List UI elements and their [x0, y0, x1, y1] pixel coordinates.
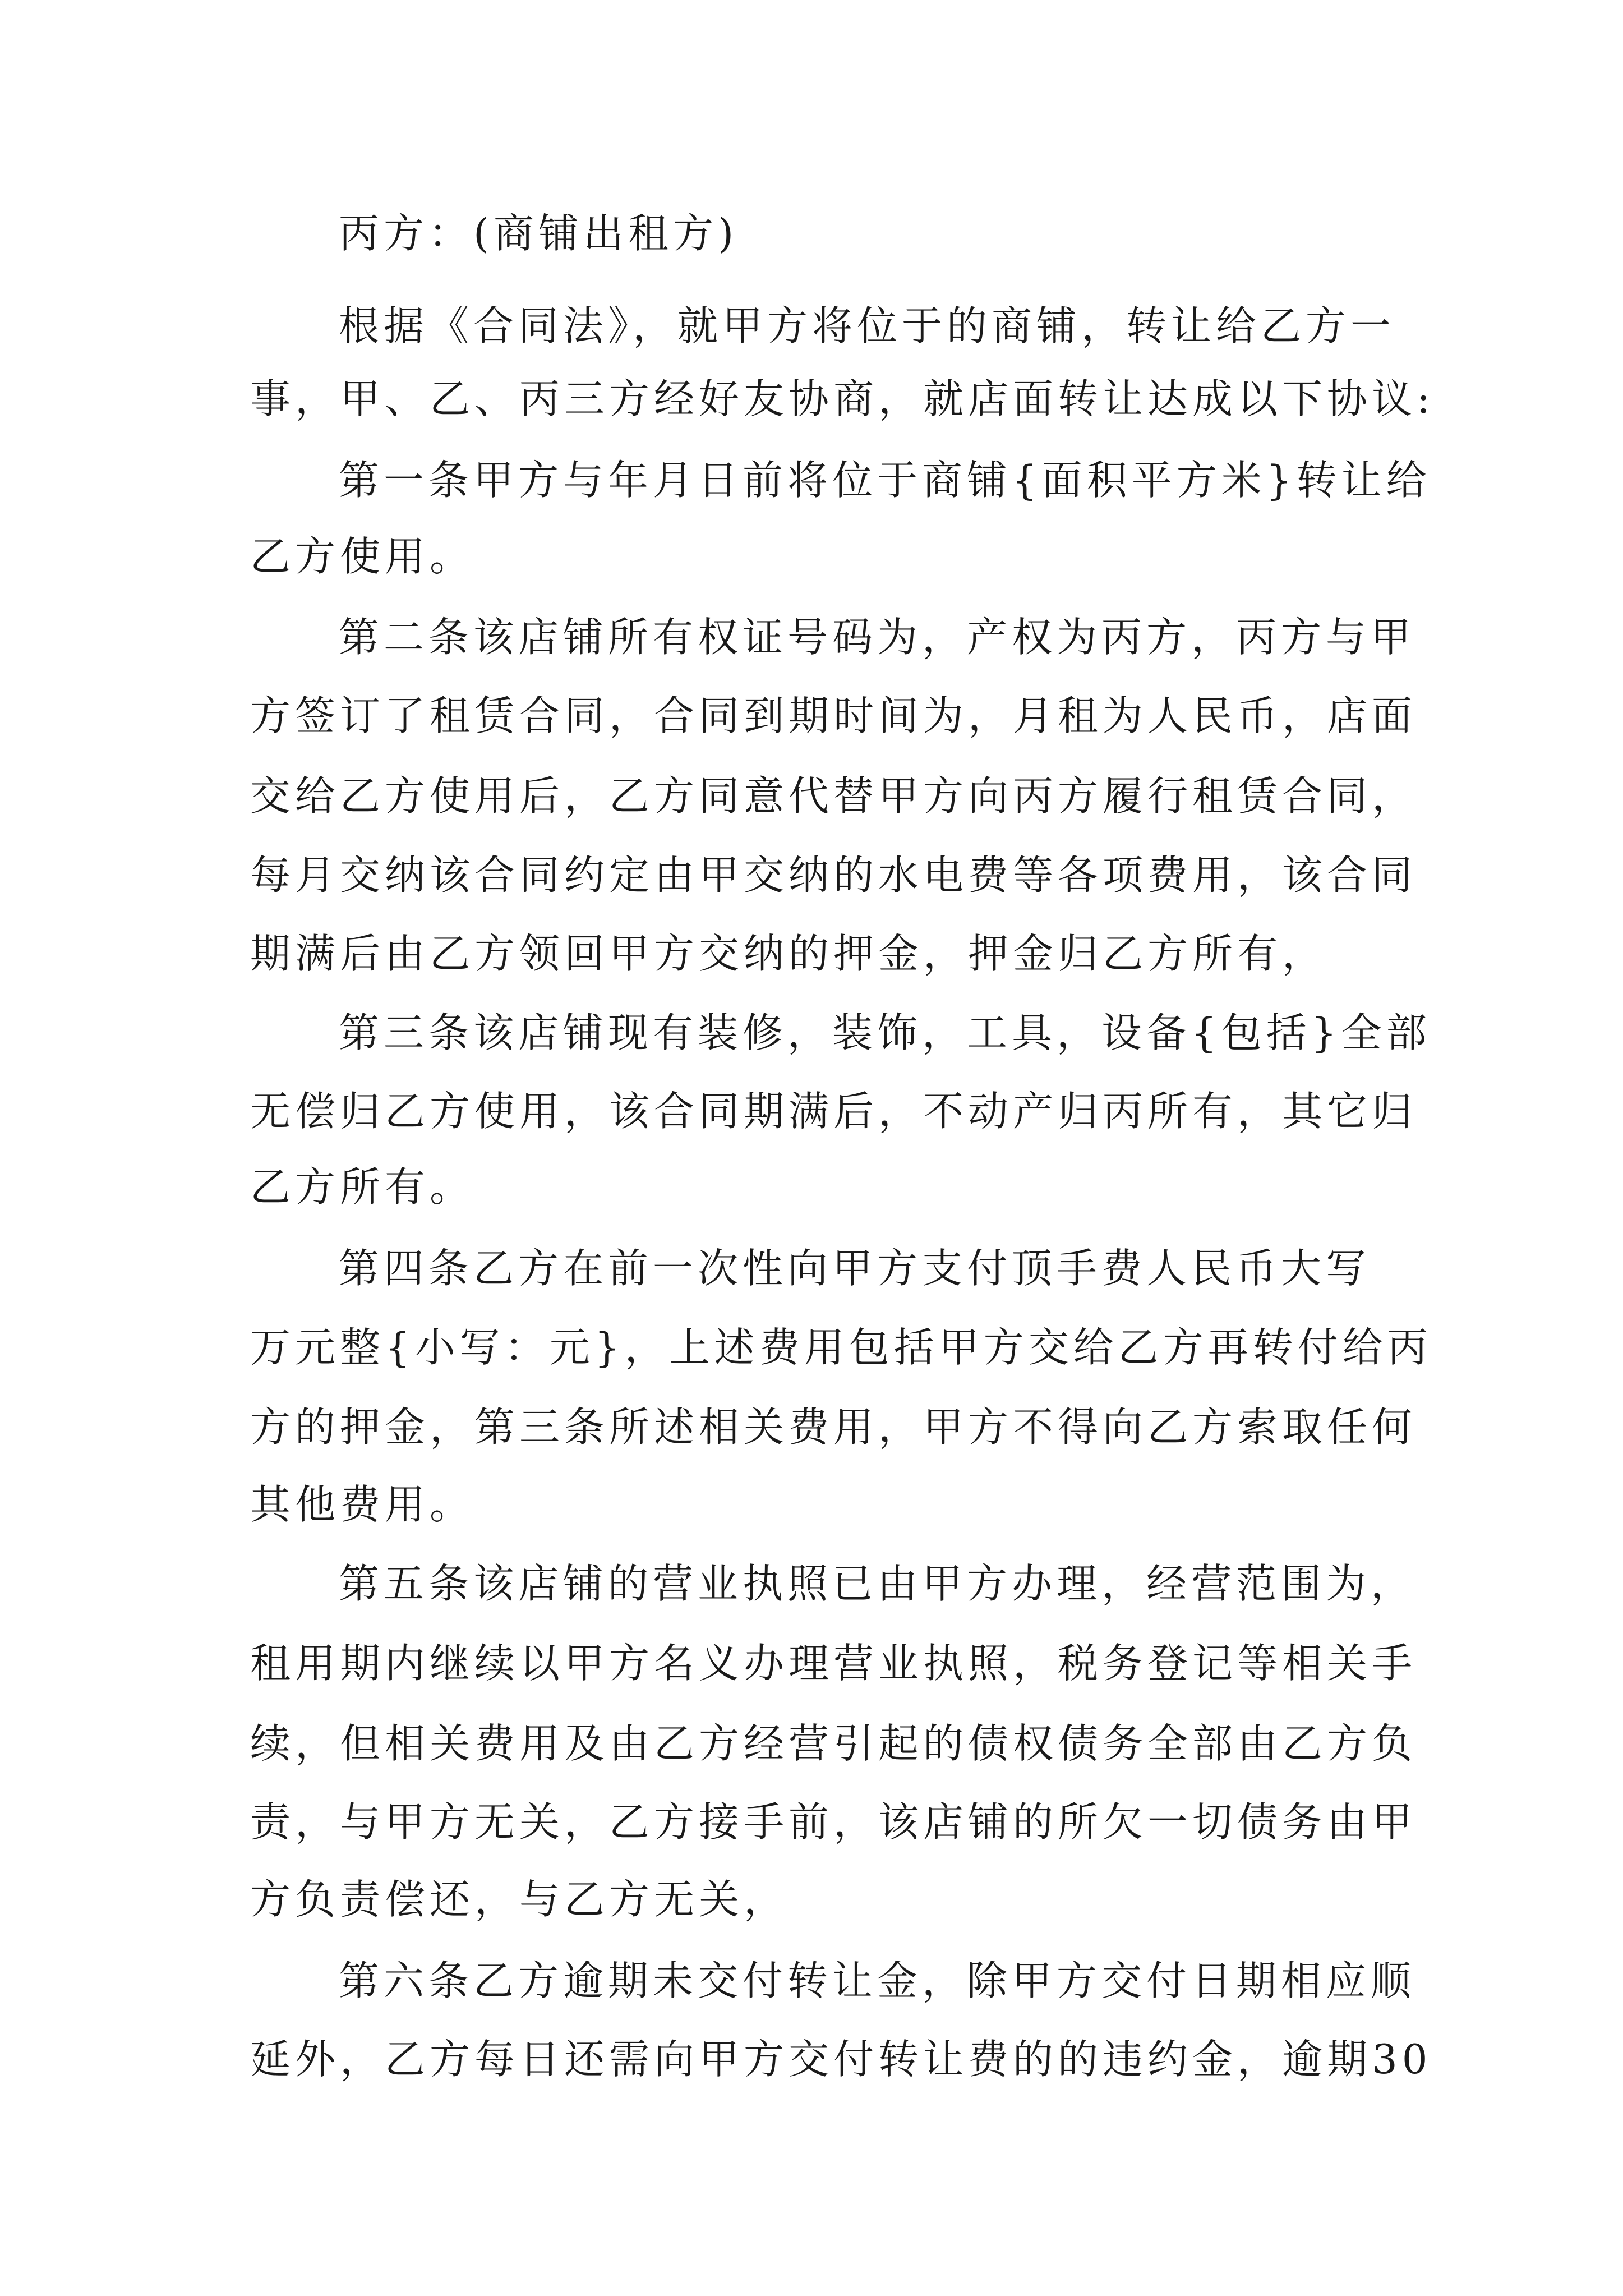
article-2-line-2: 方签订了租赁合同，合同到期时间为，月租为人民币，店面: [250, 692, 1417, 739]
article-1-line-2: 乙方使用。: [250, 533, 475, 580]
article-5-line-2: 租用期内继续以甲方名义办理营业执照，税务登记等相关手: [250, 1640, 1417, 1687]
article-5-line-3: 续，但相关费用及由乙方经营引起的债权债务全部由乙方负: [250, 1720, 1417, 1767]
article-3-line-2: 无偿归乙方使用，该合同期满后，不动产归丙所有，其它归: [250, 1088, 1417, 1135]
article-4-line-3: 方的押金，第三条所述相关费用，甲方不得向乙方索取任何: [250, 1404, 1417, 1451]
article-2-line-4: 每月交纳该合同约定由甲交纳的水电费等各项费用，该合同: [250, 852, 1417, 899]
article-6-line-1: 第六条乙方逾期未交付转让金，除甲方交付日期相应顺: [339, 1957, 1416, 2004]
preamble-line-1: 根据《合同法》，就甲方将位于的商铺，转让给乙方一: [339, 302, 1396, 349]
article-2-line-1: 第二条该店铺所有权证号码为，产权为丙方，丙方与甲: [339, 614, 1416, 661]
article-2-line-5: 期满后由乙方领回甲方交纳的押金，押金归乙方所有，: [250, 930, 1327, 977]
article-5-line-4: 责，与甲方无关，乙方接手前，该店铺的所欠一切债务由甲: [250, 1798, 1417, 1846]
article-1-line-1: 第一条甲方与年月日前将位于商铺{面积平方米}转让给: [339, 457, 1431, 504]
preamble-line-2: 事，甲、乙、丙三方经好友协商，就店面转让达成以下协议:: [250, 375, 1435, 422]
party-c-line: 丙方：(商铺出租方): [339, 210, 739, 257]
article-3-line-1: 第三条该店铺现有装修，装饰，工具，设备{包括}全部: [339, 1009, 1431, 1056]
article-2-line-3: 交给乙方使用后，乙方同意代替甲方向丙方履行租赁合同，: [250, 772, 1417, 820]
article-6-line-2: 延外，乙方每日还需向甲方交付转让费的的违约金，逾期30: [250, 2036, 1432, 2083]
article-4-line-1: 第四条乙方在前一次性向甲方支付顶手费人民币大写: [339, 1245, 1371, 1292]
article-4-line-4: 其他费用。: [250, 1481, 475, 1528]
article-3-line-3: 乙方所有。: [250, 1163, 475, 1211]
article-5-line-1: 第五条该店铺的营业执照已由甲方办理，经营范围为，: [339, 1560, 1416, 1607]
article-4-line-2: 万元整{小写：元}，上述费用包括甲方交给乙方再转付给丙: [250, 1324, 1432, 1371]
article-5-line-5: 方负责偿还，与乙方无关，: [250, 1876, 789, 1923]
